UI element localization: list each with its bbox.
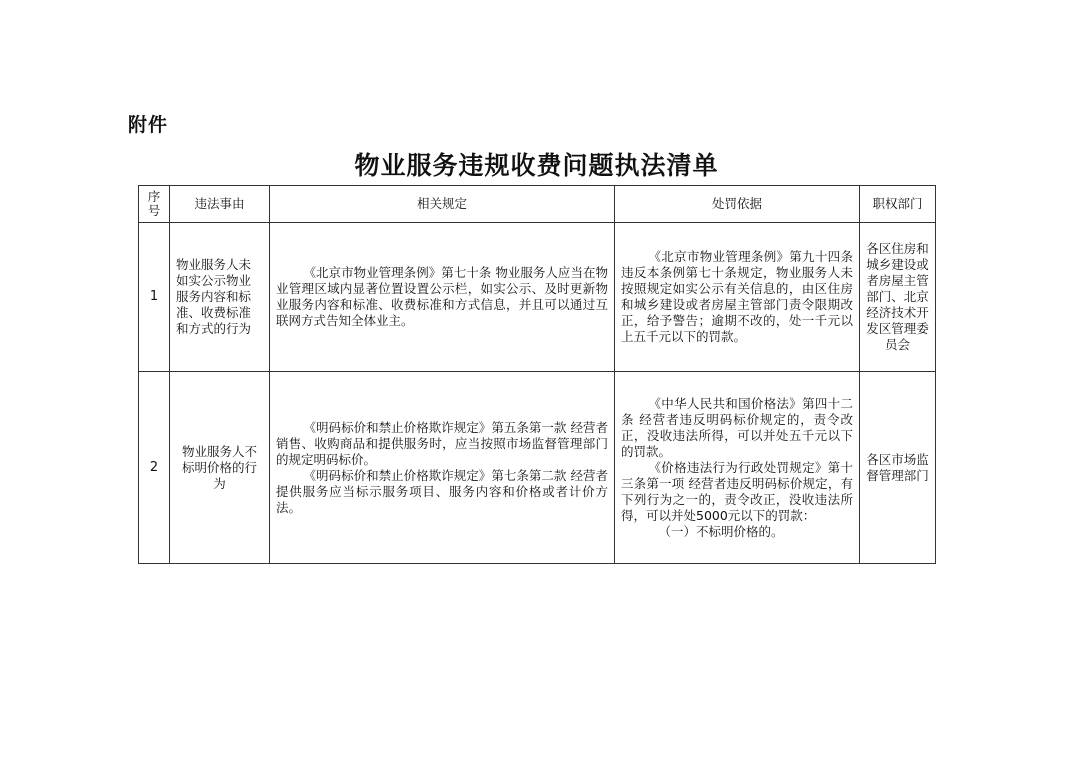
cell-basis bbox=[615, 223, 860, 372]
cell-basis bbox=[615, 372, 860, 564]
cell-no: 1 bbox=[139, 223, 170, 372]
cell-reason: 物业服务人不标明价格的行为 bbox=[170, 372, 270, 564]
cell-regulation bbox=[270, 372, 615, 564]
regulation-paragraph: 《明码标价和禁止价格欺诈规定》第七条第二款 经营者提供服务应当标示服务项目、服务内容和价格或者计价方法。 bbox=[276, 467, 608, 515]
header-regulation: 相关规定 bbox=[270, 186, 615, 223]
cell-department: 各区市场监督管理部门 bbox=[860, 372, 936, 564]
table-row bbox=[139, 372, 936, 564]
regulation-paragraph: 《北京市物业管理条例》第七十条 物业服务人应当在物业管理区域内显著位置设置公示栏，如实公示、及时更新物业服务内容和标准、收费标准和方式信息，并且可以通过互联网方式告知全体业主。 bbox=[276, 265, 608, 328]
cell-regulation bbox=[270, 223, 615, 372]
enforcement-list-table bbox=[138, 185, 936, 564]
cell-reason: 物业服务人未如实公示物业服务内容和标准、收费标准和方式的行为 bbox=[170, 223, 270, 372]
table-row bbox=[139, 223, 936, 372]
table-header-row bbox=[139, 186, 936, 223]
attachment-label: 附件 bbox=[128, 114, 169, 136]
header-department: 职权部门 bbox=[860, 186, 936, 223]
basis-paragraph: 《价格违法行为行政处罚规定》第十三条第一项 经营者违反明码标价规定，有下列行为之一的，责令改正，没收违法所得，可以并处5000元以下的罚款： bbox=[621, 459, 853, 523]
document-title: 物业服务违规收费问题执法清单 bbox=[354, 151, 719, 180]
basis-paragraph: 《中华人民共和国价格法》第四十二条 经营者违反明码标价规定的，责令改正，没收违法所得，可以并处五千元以下的罚款。 bbox=[621, 395, 853, 459]
header-basis: 处罚依据 bbox=[615, 186, 860, 223]
header-reason: 违法事由 bbox=[170, 186, 270, 223]
header-no: 序号 bbox=[139, 186, 170, 223]
basis-paragraph: （一）不标明价格的。 bbox=[658, 523, 784, 539]
basis-paragraph: 《北京市物业管理条例》第九十四条 违反本条例第七十条规定，物业服务人未按照规定如实公示有关信息的，由区住房和城乡建设或者房屋主管部门责令限期改正，给予警告；逾期不改的，处一千元以上五千元以下的罚款。 bbox=[621, 249, 853, 344]
regulation-paragraph: 《明码标价和禁止价格欺诈规定》第五条第一款 经营者销售、收购商品和提供服务时，应当按照市场监督管理部门的规定明码标价。 bbox=[276, 419, 608, 467]
cell-department: 各区住房和城乡建设或者房屋主管部门、北京经济技术开发区管理委员会 bbox=[860, 223, 936, 372]
cell-no: 2 bbox=[139, 372, 170, 564]
